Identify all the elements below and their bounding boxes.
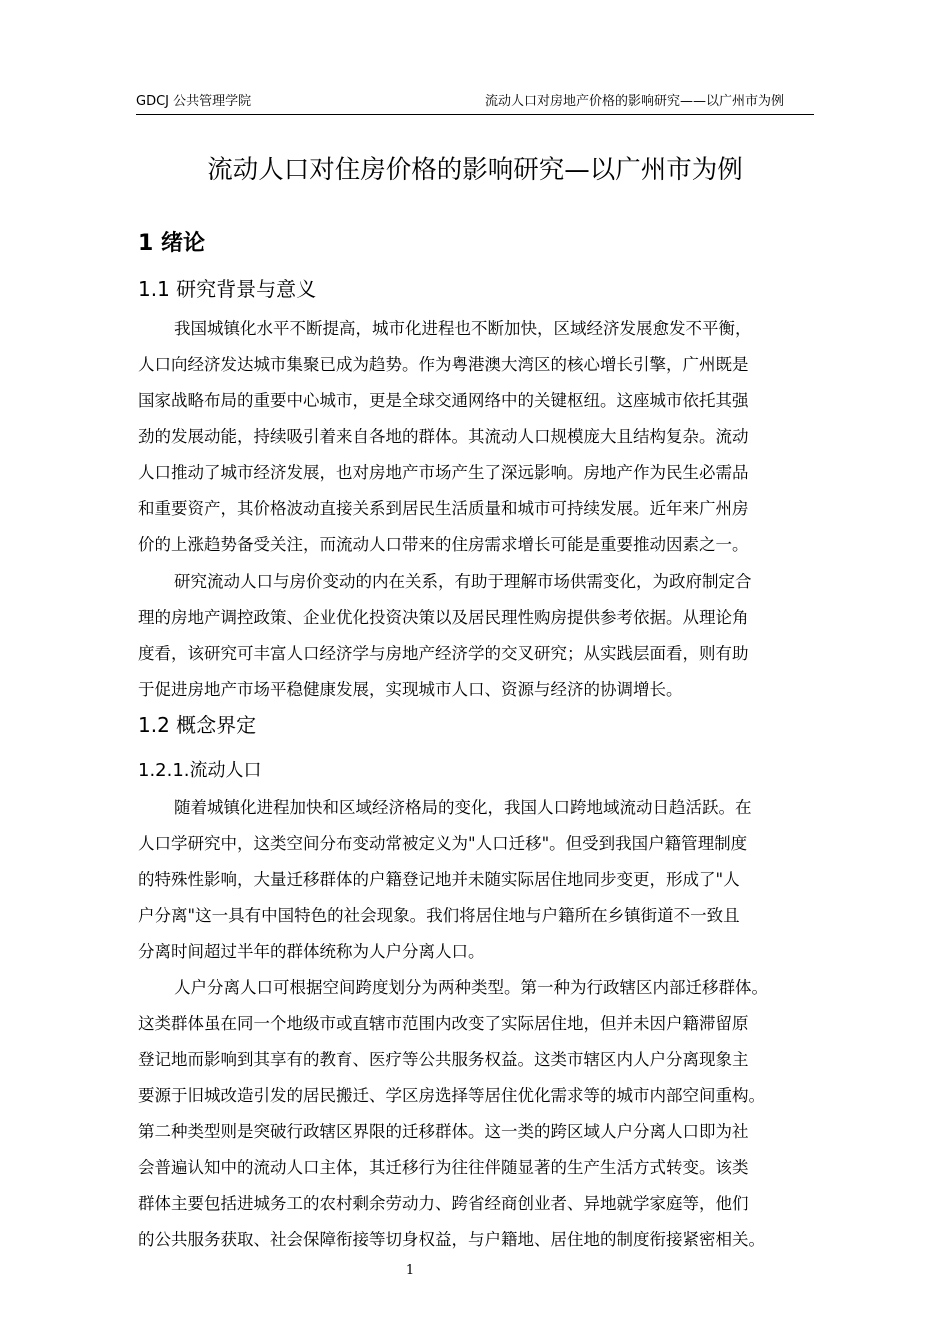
header-institution: GDCJ 公共管理学院 (136, 94, 252, 109)
paragraph-3-line: 分离时间超过半年的群体统称为人户分离人口。 (138, 942, 485, 961)
paragraph-2-line: 研究流动人口与房价变动的内在关系，有助于理解市场供需变化，为政府制定合 (174, 572, 752, 591)
heading-chapter-1: 1 绪论 (138, 231, 205, 256)
paragraph-3-line: 户分离"这一具有中国特色的社会现象。我们将居住地与户籍所在乡镇街道不一致且 (138, 906, 740, 925)
heading-section-1-2: 1.2 概念界定 (138, 713, 257, 737)
paragraph-1-line: 劲的发展动能，持续吸引着来自各地的群体。其流动人口规模庞大且结构复杂。流动 (138, 427, 749, 446)
page-number: 1 (405, 1263, 415, 1278)
paragraph-4-line: 人户分离人口可根据空间跨度划分为两种类型。第一种为行政辖区内部迁移群体。 (174, 978, 768, 997)
running-header (136, 92, 814, 115)
paragraph-1-line: 人口向经济发达城市集聚已成为趋势。作为粤港澳大湾区的核心增长引擎，广州既是 (138, 355, 749, 374)
heading-section-1-1: 1.1 研究背景与意义 (138, 277, 317, 301)
paragraph-3-line: 人口学研究中，这类空间分布变动常被定义为"人口迁移"。但受到我国户籍管理制度 (138, 834, 748, 853)
paragraph-1-line: 人口推动了城市经济发展，也对房地产市场产生了深远影响。房地产作为民生必需品 (138, 463, 749, 482)
paragraph-4-line: 要源于旧城改造引发的居民搬迁、学区房选择等居住优化需求等的城市内部空间重构。 (138, 1086, 765, 1105)
paragraph-4-line: 登记地而影响到其享有的教育、医疗等公共服务权益。这类市辖区内人户分离现象主 (138, 1050, 749, 1069)
heading-subsection-1-2-1: 1.2.1.流动人口 (138, 760, 262, 781)
paragraph-4-line: 第二种类型则是突破行政辖区界限的迁移群体。这一类的跨区域人户分离人口即为社 (138, 1122, 749, 1141)
paragraph-1-line: 价的上涨趋势备受关注，而流动人口带来的住房需求增长可能是重要推动因素之一。 (138, 535, 749, 554)
paragraph-1-line: 和重要资产，其价格波动直接关系到居民生活质量和城市可持续发展。近年来广州房 (138, 499, 749, 518)
paragraph-2-line: 理的房地产调控政策、企业优化投资决策以及居民理性购房提供参考依据。从理论角 (138, 608, 749, 627)
paragraph-2-line: 度看，该研究可丰富人口经济学与房地产经济学的交叉研究；从实践层面看，则有助 (138, 644, 749, 663)
paragraph-4-line: 群体主要包括进城务工的农村剩余劳动力、跨省经商创业者、异地就学家庭等，他们 (138, 1194, 749, 1213)
paragraph-4-line: 这类群体虽在同一个地级市或直辖市范围内改变了实际居住地，但并未因户籍滞留原 (138, 1014, 749, 1033)
paper-title: 流动人口对住房价格的影响研究—以广州市为例 (207, 155, 743, 185)
paragraph-3-line: 随着城镇化进程加快和区域经济格局的变化，我国人口跨地域流动日趋活跃。在 (174, 798, 752, 817)
header-paper-title: 流动人口对房地产价格的影响研究——以广州市为例 (484, 94, 784, 109)
paragraph-1-line: 国家战略布局的重要中心城市，更是全球交通网络中的关键枢纽。这座城市依托其强 (138, 391, 749, 410)
paragraph-3-line: 的特殊性影响，大量迁移群体的户籍登记地并未随实际居住地同步变更，形成了"人 (138, 870, 740, 889)
paragraph-4-line: 会普遍认知中的流动人口主体，其迁移行为往往伴随显著的生产生活方式转变。该类 (138, 1158, 749, 1177)
paragraph-2-line: 于促进房地产市场平稳健康发展，实现城市人口、资源与经济的协调增长。 (138, 680, 683, 699)
paragraph-4-line: 的公共服务获取、社会保障衔接等切身权益，与户籍地、居住地的制度衔接紧密相关。 (138, 1230, 765, 1249)
paragraph-1-line: 我国城镇化水平不断提高，城市化进程也不断加快，区域经济发展愈发不平衡， (174, 319, 752, 338)
